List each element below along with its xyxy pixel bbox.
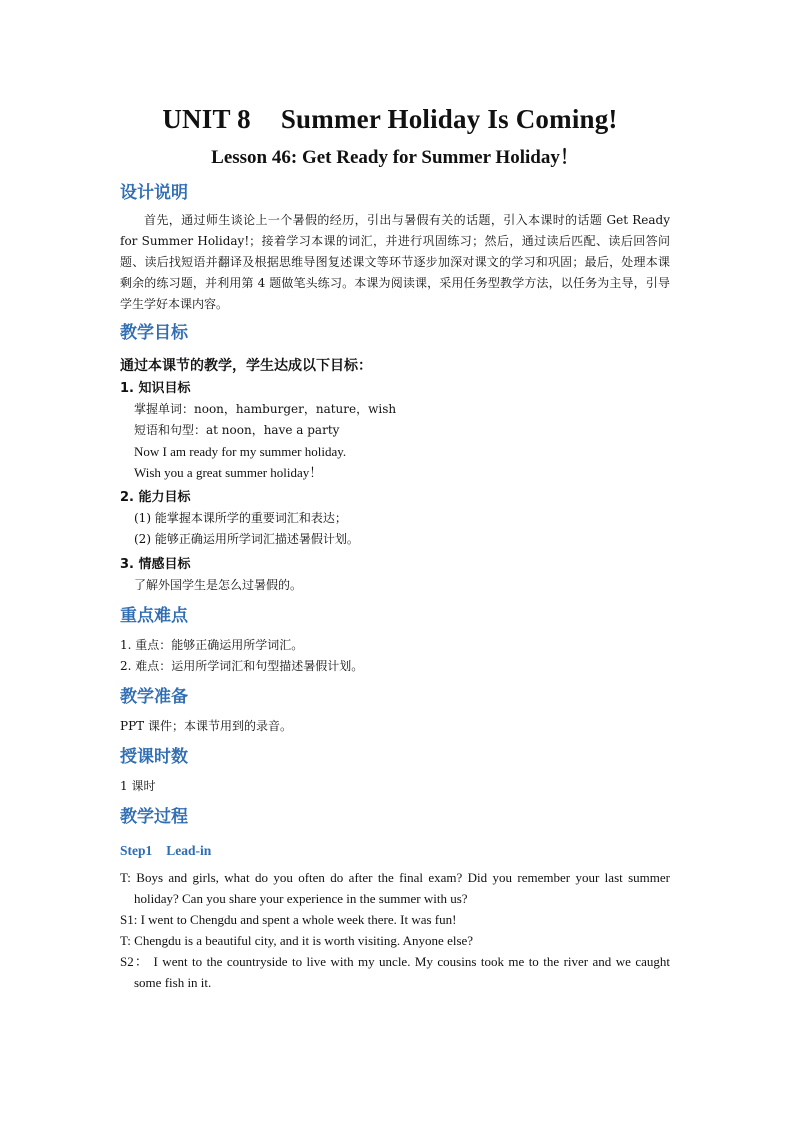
ability-line: (2) 能够正确运用所学词汇描述暑假计划。: [134, 532, 359, 546]
section-heading-design: 设计说明: [120, 183, 188, 203]
knowledge-line: Wish you a great summer holiday！: [134, 465, 323, 480]
dialogue-line: T: Boys and girls, what do you often do after the final exam? Did you remember your last summer holiday? Can you share your experience in the summer with us?: [120, 870, 670, 906]
step-heading: [120, 840, 670, 862]
dialogue-line: T: Chengdu is a beautiful city, and it is worth visiting. Anyone else?: [120, 933, 474, 948]
preparation-text: PPT 课件；本课节用到的录音。: [120, 719, 292, 733]
lesson-title: Lesson 46: Get Ready for Summer Holiday！: [211, 147, 579, 168]
section-heading-key-points: 重点难点: [120, 606, 188, 626]
dialogue-line: S1: I went to Chengdu and spent a whole week there. It was fun!: [120, 912, 457, 927]
design-paragraph: 首先，通过师生谈论上一个暑假的经历，引出与暑假有关的话题，引入本课时的话题 Get Ready for Summer Holiday!；接着学习本课的词汇，并进行巩固练习；然后，通过读后匹配、读后回答问题、读后找短语并翻译及根据思维导图复述课文等环节逐步加深对课文的学习和巩固；最后，处理本课剩余的练习题，并利用第 4 题做笔头练习。本课为阅读课，采用任务型教学方法，以任务为主导，引导学生学好本课内容。: [120, 213, 670, 311]
knowledge-line: Now I am ready for my summer holiday.: [134, 444, 347, 459]
section-heading-hours: 授课时数: [120, 747, 188, 767]
knowledge-goal-title: 1. 知识目标: [120, 381, 191, 396]
dialogue-line: S2： I went to the countryside to live with my uncle. My cousins took me to the river and we caught some fish in it.: [120, 954, 670, 990]
knowledge-line: 短语和句型：at noon，have a party: [134, 423, 340, 437]
unit-name: Summer Holiday Is Coming!: [280, 104, 618, 134]
step-label: Step1: [120, 843, 153, 858]
hours-text: 1 课时: [120, 779, 156, 793]
section-heading-preparation: 教学准备: [120, 687, 188, 707]
objectives-intro: 通过本课节的教学，学生达成以下目标：: [120, 358, 372, 374]
ability-line: (1) 能掌握本课所学的重要词汇和表达；: [134, 511, 347, 525]
section-heading-process: 教学过程: [120, 807, 188, 827]
unit-title: [110, 100, 670, 138]
knowledge-line: 掌握单词：noon，hamburger，nature，wish: [134, 402, 397, 416]
emotion-goal-title: 3. 情感目标: [120, 557, 191, 572]
key-point-line: 2. 难点：运用所学词汇和句型描述暑假计划。: [120, 659, 364, 673]
section-heading-objectives: 教学目标: [120, 323, 188, 343]
key-point-line: 1. 重点：能够正确运用所学词汇。: [120, 638, 304, 652]
step-name: Lead-in: [166, 843, 212, 858]
unit-number: UNIT 8: [162, 104, 251, 134]
ability-goal-title: 2. 能力目标: [120, 490, 191, 505]
emotion-line: 了解外国学生是怎么过暑假的。: [134, 578, 303, 592]
document-page: [120, 100, 670, 993]
